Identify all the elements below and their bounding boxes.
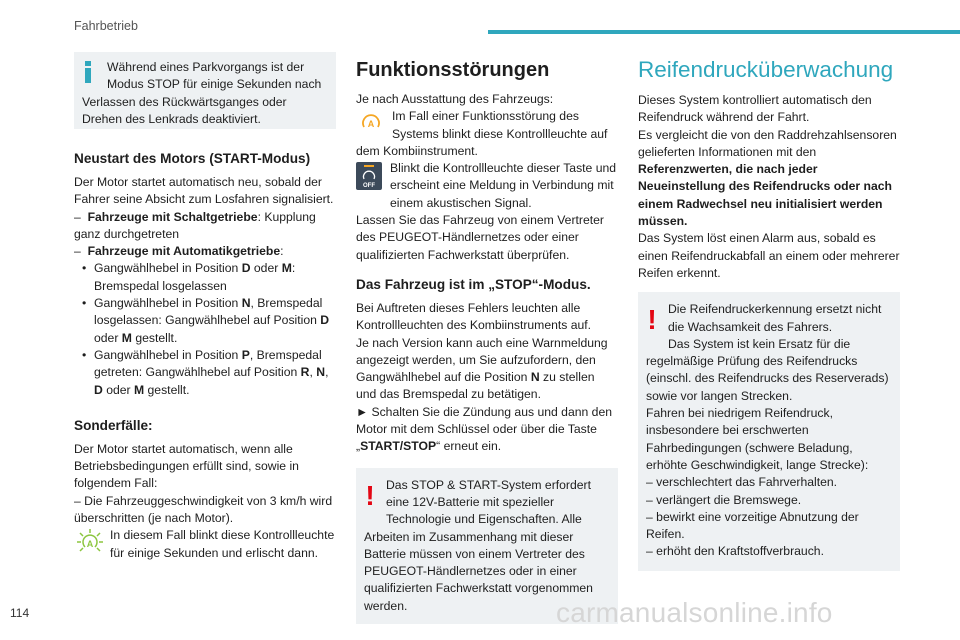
- auto-gearbox-item: – Fahrzeuge mit Automatikgetriebe:: [74, 244, 284, 259]
- list-item: – verlängert die Bremswege.: [646, 492, 802, 507]
- tyre-warning-box: ! Die Reifendruckerkennung ersetzt nicht die Wachsamkeit des Fahrers. Das System ist kein Ersatz für die regelmäßige Prüfung des Reifendrucks (einschl. des Reifendrucks des Reserverads) sowie vor langen Strecken. Fahren bei niedrigem Reifendruck, insbesondere bei erschwerten Fahrbedingungen (schwere Beladung, erhöhte Geschwindigkeit, lange Strecke): – verschlechtert das Fahrverhalten. – verlängert die Bremswege. – bewirkt eine vorzeitige Abnutzung der Reifen. – erhöht den Kraftstoffverbrauch.: [638, 292, 900, 570]
- restart-intro: Der Motor startet automatisch neu, sobald der Fahrer seine Absicht zum Losfahren signalisiert.: [74, 175, 334, 207]
- svg-text:A: A: [367, 119, 375, 130]
- dash: –: [74, 209, 81, 224]
- dash: –: [74, 244, 81, 259]
- restart-heading: Neustart des Motors (START-Modus): [74, 151, 311, 166]
- malfunction-item-3: Lassen Sie das Fahrzeug von einem Vertreter des PEUGEOT-Händlernetzes oder einer qualifizierten Fachwerkstatt überprüfen.: [356, 213, 604, 262]
- malfunction-heading: Funktionsstörungen: [356, 59, 550, 81]
- auto-bullet-2: • Gangwählhebel in Position N, Bremspedal losgelassen: Gangwählhebel auf Position D oder M gestellt.: [74, 295, 336, 347]
- watermark: carmanualsonline.info: [556, 597, 833, 628]
- header-title: Fahrbetrieb: [74, 19, 138, 33]
- header-accent-bar: [488, 30, 960, 34]
- page-number: 114: [10, 606, 30, 620]
- stop-mode-text-2: Je nach Version kann auch eine Warnmeldung angezeigt werden, um Sie aufzufordern, den Gangwählhebel auf die Position N zu stellen und das Bremspedal zu betätigen.: [356, 335, 608, 402]
- column-left: [74, 52, 336, 562]
- auto-gearbox-label: Fahrzeuge mit Automatikgetriebe: [87, 244, 281, 259]
- info-icon: [82, 61, 94, 88]
- stop-mode-text-3: ► Schalten Sie die Zündung aus und dann den Motor mit dem Schlüssel oder über die Taste „START/STOP“ erneut ein.: [356, 404, 613, 454]
- warning-exclamation-icon: [648, 305, 656, 336]
- special-light-text: In diesem Fall blinkt diese Kontrollleuchte für einige Sekunden und erlischt dann.: [110, 528, 335, 560]
- info-box-line1: Während eines Parkvorgangs ist der: [107, 60, 305, 74]
- stop-mode-text-1: Bei Auftreten dieses Fehlers leuchten alle Kontrollleuchten des Kombiinstruments auf.: [356, 300, 592, 333]
- special-item: – Die Fahrzeuggeschwindigkeit von 3 km/h wird überschritten (je nach Motor).: [74, 493, 333, 526]
- stop-start-off-button-icon: [356, 162, 382, 195]
- special-cases-heading: Sonderfälle:: [74, 417, 153, 433]
- auto-bullet-1: • Gangwählhebel in Position D oder M: Bremspedal losgelassen: [74, 260, 336, 295]
- auto-bullet-3: • Gangwählhebel in Position P, Bremspedal getreten: Gangwählhebel auf Position R, N, D oder M gestellt.: [74, 347, 336, 399]
- special-light-row: [74, 527, 336, 562]
- malfunction-item-1: A Im Fall einer Funktionsstörung des Systems blinkt diese Kontrollleuchte auf dem Kombiinstrument.: [356, 109, 608, 158]
- list-item: – bewirkt eine vorzeitige Abnutzung der Reifen.: [646, 509, 859, 542]
- tyre-p2: Es vergleicht die von den Raddrehzahlsensoren gelieferten Informationen mit den Referenzwerten, die nach jeder Neueinstellung des Reifendrucks oder nach einem Radwechsel neu initialisiert werden müssen.: [638, 127, 897, 229]
- svg-text:!: !: [647, 304, 657, 336]
- manual-gearbox-label: Fahrzeuge mit Schaltgetriebe: [87, 209, 258, 224]
- manual-gearbox-item: [74, 209, 336, 244]
- column-right: [638, 52, 900, 571]
- tyre-pressure-heading: Reifendrucküberwachung: [638, 57, 894, 82]
- list-item: – verschlechtert das Fahrverhalten.: [646, 475, 838, 490]
- malfunction-item-2: OFF Blinkt die Kontrollleuchte dieser Taste und erscheint eine Meldung in Verbindung mit einem akustischen Signal.: [356, 160, 618, 212]
- svg-text:!: !: [365, 479, 375, 511]
- list-item: – erhöht den Kraftstoffverbrauch.: [646, 544, 824, 559]
- info-box: [74, 52, 336, 129]
- special-intro: Der Motor startet automatisch, wenn alle Betriebsbedingungen erfüllt sind, sowie in folgendem Fall:: [74, 441, 299, 491]
- column-middle: [356, 52, 618, 624]
- info-box-rest: Verlassen des Rückwärtsganges oder Drehen des Lenkrads deaktiviert.: [82, 94, 287, 126]
- stop-start-active-icon: [76, 528, 104, 559]
- tyre-p3: Das System löst einen Alarm aus, sobald es einen Reifendruckabfall an einem oder mehrerer Reifen erkennt.: [638, 231, 900, 280]
- malfunction-intro: Je nach Ausstattung des Fahrzeugs:: [356, 92, 554, 106]
- stop-start-warning-icon: [360, 112, 382, 135]
- battery-warning-box: ! Das STOP & START-System erfordert eine 12V-Batterie mit spezieller Technologie und Eigenschaften. Alle Arbeiten im Zusammenhang mit dieser Batterie müssen von einem Vertreter des PEUGEOT-Händlernetzes oder in einer qualifizierten Fachwerkstatt vorgenommen werden.: [356, 468, 618, 624]
- stop-mode-heading: Das Fahrzeug ist im „STOP“-Modus.: [356, 276, 591, 292]
- warning-exclamation-icon: [366, 481, 374, 512]
- manual-gearbox-text: : Kupplung ganz durchgetreten: [74, 209, 316, 241]
- svg-text:OFF: OFF: [363, 183, 375, 190]
- tyre-p1: Dieses System kontrolliert automatisch den Reifendruck während der Fahrt.: [638, 93, 872, 125]
- svg-text:A: A: [86, 539, 94, 550]
- info-box-line2: Modus STOP für einige Sekunden nach: [107, 77, 322, 92]
